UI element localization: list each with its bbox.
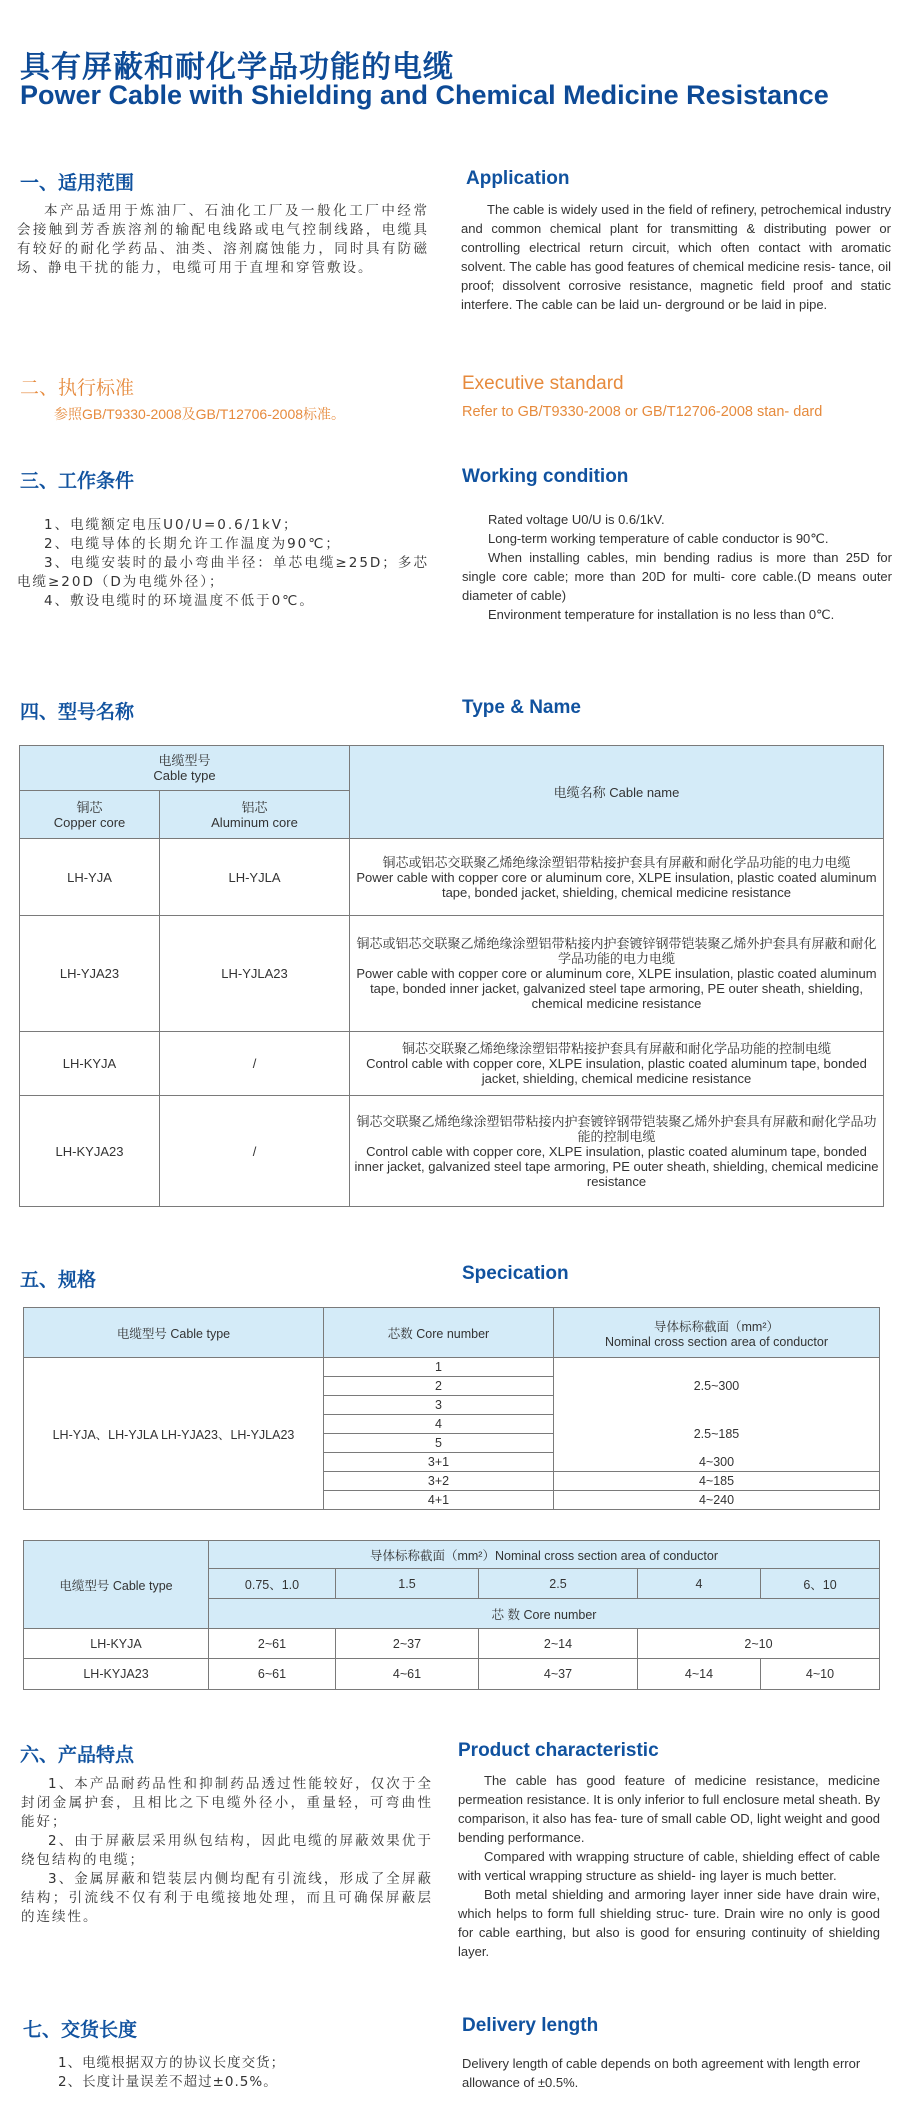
core-number: 3 [324, 1396, 554, 1415]
core-number: 3+1 [324, 1453, 554, 1472]
area-value: 2.5~300 [554, 1358, 880, 1415]
aluminum-model: / [160, 1096, 350, 1207]
header-aluminum-cn: 铝芯 [241, 799, 268, 815]
working-item-en: When installing cables, min bending radius is more than 25D for single core cable; more than 20D for multi- core cable.(D means outer diameter of cable) [462, 550, 892, 603]
cable-name-cn: 铜芯或铝芯交联聚乙烯绝缘涂塑铝带粘接护套具有屏蔽和耐化学品功能的电力电缆 [382, 854, 851, 870]
working-heading-en: Working condition [462, 466, 629, 487]
type-name-heading-cn: 四、型号名称 [20, 701, 135, 723]
cable-name-en: Control cable with copper core, XLPE insulation, plastic coated aluminum tape, bonded inner jacket, galvanized steel tape armoring, PE outer sheath, shielding, chemical medicine resistance [354, 1143, 879, 1189]
header-cable-type-en: Cable type [153, 768, 216, 783]
cable-name-cn: 铜芯交联聚乙烯绝缘涂塑铝带粘接护套具有屏蔽和耐化学品功能的控制电缆 [401, 1041, 831, 1056]
header-copper-en: Copper core [53, 814, 126, 830]
delivery-list-cn [58, 2054, 285, 2092]
core-number: 1 [324, 1358, 554, 1377]
working-item-cn: 4、敷设电缆时的环境温度不低于0℃。 [44, 593, 315, 609]
cable-name [350, 1096, 884, 1207]
table-row [24, 1659, 880, 1690]
cable-name-cn: 铜芯或铝芯交联聚乙烯绝缘涂塑铝带粘接内护套镀锌钢带铠装聚乙烯外护套具有屏蔽和耐化学品功能的电力电缆 [356, 936, 877, 966]
application-text-en: The cable is widely used in the field of refinery, petrochemical industry and common chemical plant for transmitting & distributing power or controlling electrical return circuit, which often contact with aromatic solvent. The cable has good features of chemical medicine resis- tance, oil proof; dissolvent corrosive resistance, magnetic field proof and static interfere. The cable can be laid un- derground or be laid in pipe. [461, 202, 891, 312]
type-name-heading-en: Type & Name [462, 697, 581, 718]
header-cable-type: 电缆型号 Cable type [24, 1308, 324, 1358]
header-area-cn: 导体标称截面（mm²） [654, 1319, 779, 1334]
section-size: 2.5 [479, 1569, 638, 1599]
characteristic-item-en: Both metal shielding and armoring layer inner side have drain wire, which helps to form full shielding struc- ture. Drain wire no only is good for cable earthing, but also is good for ensuring continuity of shielding layer. [458, 1887, 880, 1959]
header-cable-name: 电缆名称 Cable name [350, 746, 884, 839]
delivery-heading-cn: 七、交货长度 [23, 2019, 138, 2041]
working-item-en: Long-term working temperature of cable conductor is 90℃. [488, 531, 829, 546]
delivery-item-cn: 2、长度计量误差不超过±0.5%。 [58, 2074, 278, 2090]
area-value: 2.5~185 [554, 1415, 880, 1453]
copper-model: LH-YJA23 [20, 916, 160, 1032]
area-value: 4~240 [554, 1491, 880, 1510]
cable-name-en: Control cable with copper core, XLPE insulation, plastic coated aluminum tape, bonded jacket, shielding, chemical medicine resistance [366, 1056, 867, 1086]
delivery-item-cn: 1、电缆根据双方的协议长度交货； [58, 2055, 286, 2071]
section-size: 0.75、1.0 [209, 1569, 336, 1599]
copper-model: LH-KYJA [20, 1032, 160, 1096]
header-area-en: Nominal cross section area of conductor [604, 1334, 829, 1349]
characteristic-item-en: Compared with wrapping structure of cable, shielding effect of cable with vertical wrapping structure as shield- ing layer is much better. [458, 1849, 880, 1883]
core-range: 2~10 [638, 1629, 880, 1659]
spec-table-power [23, 1307, 880, 1510]
header-core-number: 芯 数 Core number [209, 1599, 880, 1629]
characteristic-heading-en: Product characteristic [458, 1740, 659, 1761]
working-item-cn: 3、电缆安装时的最小弯曲半径：单芯电缆≥25D；多芯电缆≥20D（D为电缆外径）； [17, 555, 429, 590]
core-range: 2~61 [209, 1629, 336, 1659]
page-title-en: Power Cable with Shielding and Chemical Medicine Resistance [20, 80, 829, 110]
cable-name [350, 1032, 884, 1096]
header-cable-type: 电缆型号 Cable type [24, 1541, 209, 1629]
table-row [20, 916, 884, 1032]
table-row [24, 1629, 880, 1659]
aluminum-model: / [160, 1032, 350, 1096]
type-name-table [19, 745, 884, 1207]
characteristic-item-cn: 1、本产品耐药品性和抑制药品透过性能较好，仅次于全封闭金属护套，且相比之下电缆外径小，重量轻，可弯曲性能好； [21, 1776, 433, 1830]
core-range: 2~14 [479, 1629, 638, 1659]
cable-name-en: Power cable with copper core or aluminum core, XLPE insulation, plastic coated aluminum tape, bonded inner jacket, galvanized steel tape armoring, PE outer sheath, shielding, chemical medicine resistance [356, 966, 877, 1011]
characteristic-item-cn: 2、由于屏蔽层采用纵包结构，因此电缆的屏蔽效果优于绕包结构的电缆； [21, 1833, 433, 1868]
area-value: 4~300 [554, 1453, 880, 1472]
aluminum-model: LH-YJLA [160, 839, 350, 916]
table-row [20, 839, 884, 916]
spec-heading-cn: 五、规格 [20, 1269, 97, 1291]
table-row [20, 1032, 884, 1096]
working-item-cn: 2、电缆导体的长期允许工作温度为90℃； [44, 536, 341, 552]
core-range: 4~14 [638, 1659, 761, 1690]
page-title-cn: 具有屏蔽和耐化学品功能的电缆 [20, 50, 454, 85]
section-size: 6、10 [761, 1569, 880, 1599]
copper-model: LH-KYJA23 [20, 1096, 160, 1207]
working-list-en [462, 510, 892, 624]
core-number: 2 [324, 1377, 554, 1396]
standard-heading-cn: 二、执行标准 [20, 377, 135, 399]
core-range: 6~61 [209, 1659, 336, 1690]
header-copper-cn: 铜芯 [76, 799, 103, 815]
working-heading-cn: 三、工作条件 [20, 470, 135, 492]
application-heading-cn: 一、适用范围 [20, 172, 135, 194]
core-number: 4+1 [324, 1491, 554, 1510]
application-heading-en: Application [466, 168, 570, 189]
core-range: 4~61 [336, 1659, 479, 1690]
core-number: 3+2 [324, 1472, 554, 1491]
characteristic-item-cn: 3、金属屏蔽和铠装层内侧均配有引流线，形成了全屏蔽结构；引流线不仅有利于电缆接地处理，而且可确保屏蔽层的连续性。 [21, 1871, 433, 1925]
header-cable-type-cn: 电缆型号 [158, 753, 211, 768]
header-cable-type [20, 746, 350, 791]
header-aluminum-en: Aluminum core [211, 814, 298, 830]
cable-name [350, 839, 884, 916]
standard-text-cn: 参照GB/T9330-2008及GB/T12706-2008标准。 [54, 406, 346, 422]
cable-name-en: Power cable with copper core or aluminum core, XLPE insulation, plastic coated aluminum tape, bonded jacket, shielding, chemical medicine resistance [356, 869, 877, 900]
application-text-cn: 本产品适用于炼油厂、石油化工厂及一般化工厂中经常会接触到芳香族溶剂的输配电线路或电气控制线路，电缆具有较好的耐化学药品、油类、溶剂腐蚀能力，同时具有防磁场、静电干扰的能力，电缆可用于直埋和穿管敷设。 [17, 203, 429, 276]
spec-heading-en: Specication [462, 1263, 569, 1284]
standard-heading-en: Executive standard [462, 373, 624, 394]
cable-type-list: LH-YJA、LH-YJLA LH-YJA23、LH-YJLA23 [24, 1358, 324, 1510]
delivery-heading-en: Delivery length [462, 2015, 599, 2036]
characteristic-list-cn [21, 1775, 433, 1927]
spec-table-control [23, 1540, 880, 1690]
header-area [554, 1308, 880, 1358]
cable-name [350, 916, 884, 1032]
cable-type: LH-KYJA23 [24, 1659, 209, 1690]
section-size: 4 [638, 1569, 761, 1599]
working-item-en: Rated voltage U0/U is 0.6/1kV. [488, 512, 665, 527]
core-range: 2~37 [336, 1629, 479, 1659]
area-value: 4~185 [554, 1472, 880, 1491]
copper-model: LH-YJA [20, 839, 160, 916]
core-range: 4~10 [761, 1659, 880, 1690]
standard-text-en: Refer to GB/T9330-2008 or GB/T12706-2008 stan- dard [462, 404, 823, 420]
working-item-en: Environment temperature for installation is no less than 0℃. [488, 607, 835, 622]
aluminum-model: LH-YJLA23 [160, 916, 350, 1032]
core-range: 4~37 [479, 1659, 638, 1690]
cable-name-cn: 铜芯交联聚乙烯绝缘涂塑铝带粘接内护套镀锌钢带铠装聚乙烯外护套具有屏蔽和耐化学品功能的控制电缆 [356, 1113, 877, 1144]
header-copper-core [20, 791, 160, 839]
core-number: 5 [324, 1434, 554, 1453]
table-row [20, 1096, 884, 1207]
characteristic-list-en [458, 1771, 880, 1961]
section-size: 1.5 [336, 1569, 479, 1599]
working-list-cn [17, 516, 429, 611]
header-area: 导体标称截面（mm²）Nominal cross section area of conductor [209, 1541, 880, 1569]
characteristic-item-en: The cable has good feature of medicine resistance, medicine permeation resistance. It is only inferior to full enclosure metal sheath. By comparison, it also has fea- ture of small cable OD, light weight and good bending performance. [458, 1773, 880, 1845]
core-number: 4 [324, 1415, 554, 1434]
cable-type: LH-KYJA [24, 1629, 209, 1659]
header-core-number: 芯数 Core number [324, 1308, 554, 1358]
delivery-text-en: Delivery length of cable depends on both agreement with length error allowance of ±0.5%. [462, 2056, 861, 2090]
working-item-cn: 1、电缆额定电压U0/U=0.6/1kV； [44, 517, 299, 533]
header-aluminum-core [160, 791, 350, 839]
characteristic-heading-cn: 六、产品特点 [20, 1744, 135, 1766]
